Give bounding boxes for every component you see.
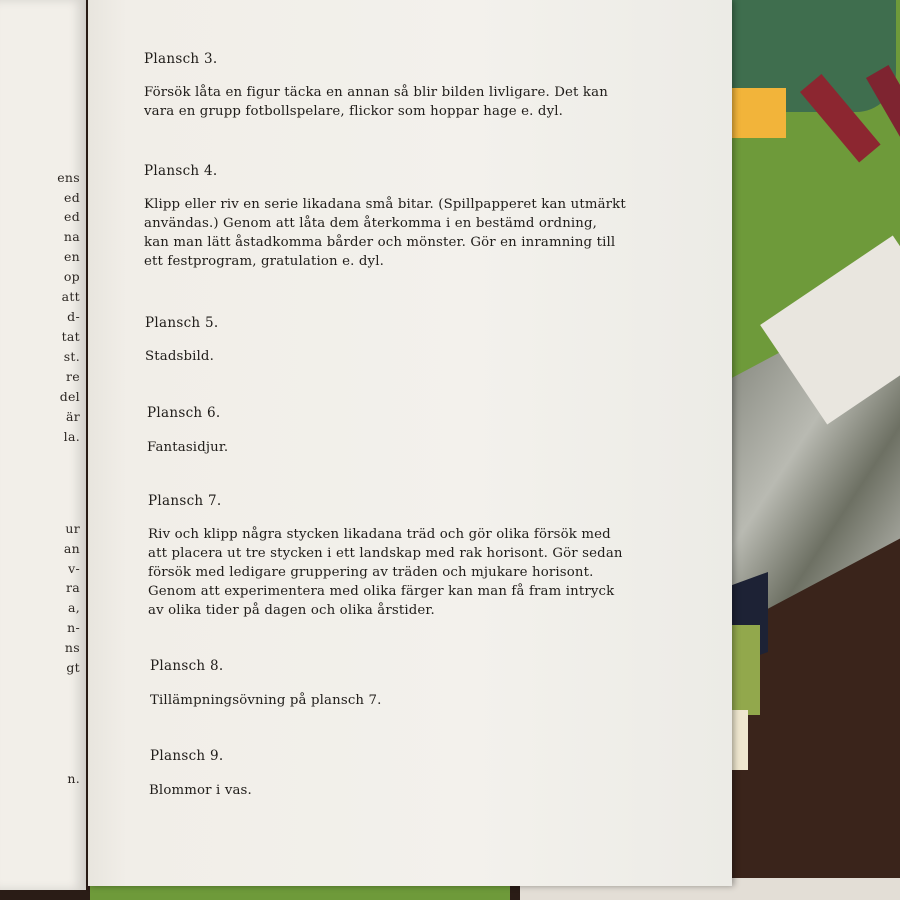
left-page-fragment: att	[61, 289, 80, 304]
body-line: av olika tider på dagen och olika årstider.	[148, 603, 435, 618]
left-page-fragment: n.	[67, 771, 80, 786]
body-line: Klipp eller riv en serie likadana små bitar. (Spillpapperet kan utmärkt	[144, 197, 626, 212]
body-line: Tillämpningsövning på plansch 7.	[150, 693, 382, 708]
body-line: Fantasidjur.	[147, 440, 229, 455]
left-page-fragment: del	[59, 389, 80, 404]
left-page-fragment: tat	[61, 329, 80, 344]
left-page-fragment: gt	[66, 660, 80, 675]
document-page	[88, 0, 732, 886]
body-line: att placera ut tre stycken i ett landskap med rak horisont. Gör sedan	[148, 546, 623, 561]
body-line: försök med ledigare gruppering av träden och mjukare horisont.	[148, 565, 594, 580]
section-body	[145, 347, 214, 366]
body-line: kan man lätt åstadkomma bårder och mönster. Gör en inramning till	[144, 235, 616, 250]
left-page-fragment: ur	[65, 521, 80, 536]
section-body	[144, 195, 626, 271]
body-line: Försök låta en figur täcka en annan så blir bilden livligare. Det kan	[144, 85, 608, 100]
left-page-fragment: är	[65, 409, 80, 424]
left-page	[0, 0, 86, 890]
body-line: Stadsbild.	[145, 349, 214, 364]
left-page-fragment: ed	[64, 209, 80, 224]
left-page-fragment: a,	[67, 600, 80, 615]
section-heading: Plansch 8.	[150, 658, 224, 674]
section-body	[150, 691, 382, 710]
left-page-fragment: d-	[67, 309, 80, 324]
left-page-fragment: en	[63, 249, 80, 264]
section-heading: Plansch 9.	[150, 748, 224, 764]
left-page-fragment: na	[63, 229, 80, 244]
left-page-fragment: re	[66, 369, 80, 384]
section-heading: Plansch 3.	[144, 51, 218, 67]
left-page-fragment: la.	[63, 429, 80, 444]
body-line: vara en grupp fotbollspelare, flickor som hoppar hage e. dyl.	[144, 104, 564, 119]
body-line: Blommor i vas.	[149, 783, 252, 798]
body-line: Riv och klipp några stycken likadana träd och gör olika försök med	[148, 527, 611, 542]
body-line: användas.) Genom att låta dem återkomma i en bestämd ordning,	[144, 216, 598, 231]
left-page-fragment: n-	[67, 620, 80, 635]
left-page-fragment: ens	[57, 170, 80, 185]
left-page-fragment: st.	[63, 349, 80, 364]
left-page-fragment: ns	[64, 640, 80, 655]
section-heading: Plansch 6.	[147, 405, 221, 421]
section-body	[149, 781, 252, 800]
section-heading: Plansch 5.	[145, 315, 219, 331]
body-line: Genom att experimentera med olika färger kan man få fram intryck	[148, 584, 615, 599]
section-body	[144, 83, 608, 121]
left-page-fragment: ra	[65, 580, 80, 595]
left-page-fragment: op	[63, 269, 80, 284]
left-page-fragment: an	[63, 541, 80, 556]
body-line: ett festprogram, gratulation e. dyl.	[144, 254, 384, 269]
left-page-fragment: v-	[68, 561, 80, 576]
left-page-fragment: ed	[64, 190, 80, 205]
section-heading: Plansch 7.	[148, 493, 222, 509]
section-heading: Plansch 4.	[144, 163, 218, 179]
section-body	[148, 525, 623, 620]
section-body	[147, 438, 228, 457]
